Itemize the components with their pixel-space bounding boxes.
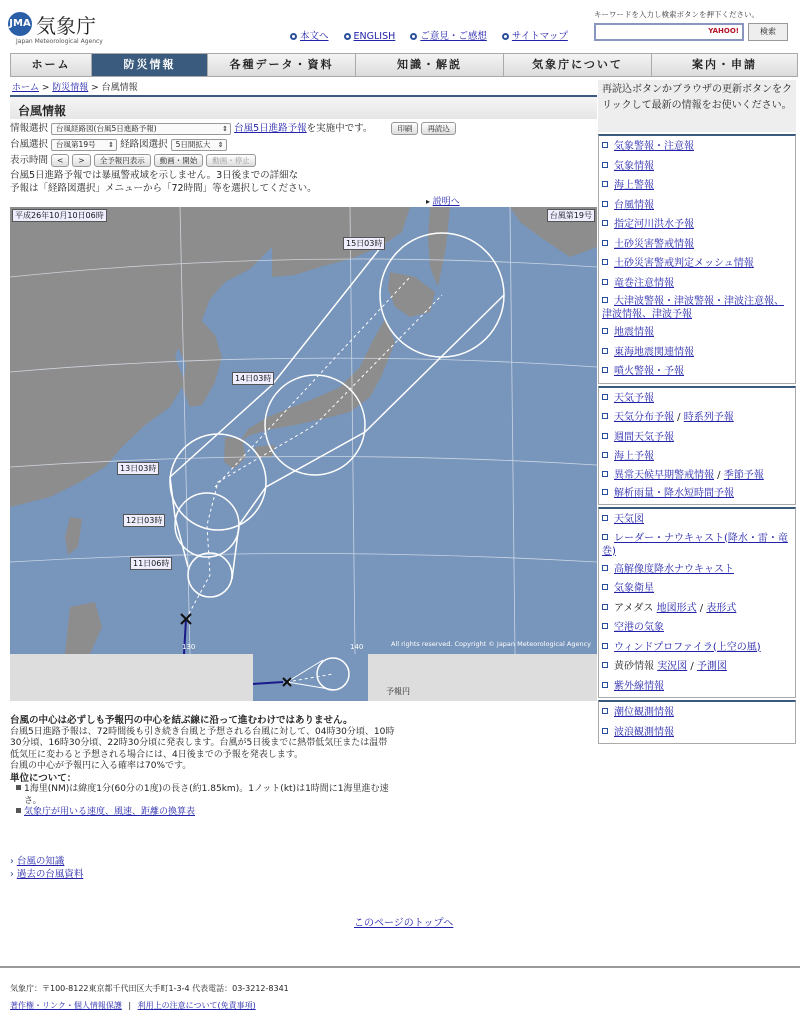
bullet-icon	[344, 33, 351, 40]
sidebar-item[interactable]: 海上予報	[602, 447, 793, 467]
map-landmass-luzon	[65, 602, 102, 654]
sidebar-item[interactable]: 大津波警報・津波警報・津波注意報、津波情報、津波予報	[602, 296, 784, 320]
square-bullet-icon	[602, 604, 608, 610]
yahoo-logo: YAHOO!	[708, 27, 739, 35]
jma-logo[interactable]	[8, 10, 108, 44]
square-bullet-icon	[602, 297, 608, 303]
link-feedback[interactable]: ご意見・ご感想	[410, 28, 487, 42]
square-bullet-icon	[602, 534, 608, 540]
map-landmass-sakhalin	[428, 207, 450, 287]
print-button[interactable]: 印刷	[391, 122, 418, 135]
link-skip-to-content[interactable]: 本文へ	[290, 28, 329, 42]
bullet-icon	[290, 33, 297, 40]
square-bullet-icon	[602, 515, 608, 521]
map-landmass-hokkaido	[388, 272, 435, 317]
sidebar-item[interactable]: 竜巻注意情報	[602, 274, 793, 294]
time-control-row: 表示時間 < > 全予報円表示 動画・開始 動画・停止	[10, 152, 597, 167]
breadcrumb-section[interactable]: 防災情報	[52, 83, 89, 93]
legend-forecast-circle	[317, 658, 349, 690]
map-label-14d: 14日03時	[232, 372, 274, 385]
map-landmass-russia-far-east	[272, 207, 410, 277]
search-button[interactable]: 検索	[748, 23, 788, 41]
sidebar-item[interactable]: 気象衛星	[602, 579, 793, 599]
search-input[interactable]	[594, 23, 744, 41]
square-bullet-icon	[602, 584, 608, 590]
footer-address: 気象庁：〒100-8122東京都千代田区大手町1-3-4 代表電話：03-3212-8341	[10, 984, 289, 993]
square-bullet-icon	[602, 259, 608, 265]
sidebar-item[interactable]: 地震情報	[602, 323, 793, 343]
footer: 気象庁：〒100-8122東京都千代田区大手町1-3-4 代表電話：03-3212-8341 著作権・リンク・個人情報保護 | 利用上の注意について(免責事項)	[10, 980, 289, 1014]
square-bullet-icon	[602, 489, 608, 495]
sidebar-item: アメダス 地図形式 / 表形式	[602, 599, 793, 619]
main-content	[10, 95, 597, 880]
sidebar-item[interactable]: 土砂災害警戒判定メッシュ情報	[602, 254, 793, 274]
sidebar-item[interactable]: 波浪観測情報	[602, 723, 793, 743]
past-typhoon-data-link[interactable]: › 過去の台風資料	[10, 869, 84, 880]
sidebar-item[interactable]: 潮位観測情報	[602, 703, 793, 723]
map-graphic	[10, 207, 597, 654]
copyright-link[interactable]: 著作権・リンク・個人情報保護	[10, 1001, 122, 1010]
square-bullet-icon	[602, 201, 608, 207]
square-bullet-icon	[602, 708, 608, 714]
nav-knowledge[interactable]: 知識・解説	[356, 53, 504, 77]
square-bullet-icon	[602, 367, 608, 373]
arrow-icon: ›	[10, 856, 14, 867]
legend-past-track	[253, 682, 283, 684]
breadcrumb: ホーム > 防災情報 > 台風情報	[12, 83, 138, 93]
next-time-button[interactable]: >	[72, 154, 90, 167]
square-bullet-icon	[602, 565, 608, 571]
square-bullet-icon	[16, 785, 21, 790]
legend-thumbnail	[253, 654, 368, 701]
square-bullet-icon	[602, 471, 608, 477]
square-bullet-icon	[602, 728, 608, 734]
forecast-notice: 台風5日進路予報では暴風警戒域を示しません。3日後までの詳細な 予報は「経路図選択」メニューから「72時間」等を選択してください。	[10, 170, 317, 194]
typhoon-select-row: 台風選択 台風第19号 ⇕ 経路図選択 5日間拡大 ⇕	[10, 136, 597, 151]
square-bullet-icon	[602, 682, 608, 688]
sidebar-item[interactable]: 台風情報	[602, 196, 793, 216]
sidebar-item[interactable]: 気象情報	[602, 157, 793, 177]
map-grid-line	[510, 207, 515, 654]
square-bullet-icon	[602, 220, 608, 226]
jma-emblem-icon: JMA	[8, 12, 32, 36]
disclaimer-link[interactable]: 利用上の注意について(免責事項)	[137, 1001, 256, 1010]
sidebar-item[interactable]: 海上警報	[602, 176, 793, 196]
nav-about[interactable]: 気象庁について	[504, 53, 652, 77]
link-english[interactable]: ENGLISH	[344, 31, 396, 42]
five-day-forecast-link[interactable]: 台風5日進路予報	[234, 123, 307, 134]
sidebar-item: 黄砂情報 実況図 / 予測図	[602, 657, 793, 677]
square-bullet-icon	[602, 162, 608, 168]
map-landmass-korea	[175, 319, 222, 407]
sidebar-group-warnings	[598, 134, 796, 384]
square-bullet-icon	[602, 181, 608, 187]
forecast-track	[186, 277, 442, 619]
global-nav	[10, 53, 800, 77]
square-bullet-icon	[602, 348, 608, 354]
nav-guide[interactable]: 案内・申請	[652, 53, 798, 77]
header	[0, 0, 800, 50]
animation-start-button[interactable]: 動画・開始	[154, 154, 204, 167]
sidebar-item[interactable]: 解析雨量・降水短時間予報	[602, 484, 793, 504]
square-bullet-icon	[602, 279, 608, 285]
legend-strip	[10, 654, 597, 701]
square-bullet-icon	[602, 643, 608, 649]
top-links	[290, 28, 580, 42]
bullet-icon	[410, 33, 417, 40]
search-area	[594, 9, 794, 36]
map-label-12d: 12日03時	[123, 514, 165, 527]
reload-button[interactable]: 再読込	[421, 122, 456, 135]
animation-stop-button[interactable]: 動画・停止	[206, 154, 256, 167]
sidebar-item[interactable]: 空港の気象	[602, 618, 793, 638]
square-bullet-icon	[602, 240, 608, 246]
sidebar-item[interactable]: 土砂災害警戒情報	[602, 235, 793, 255]
square-bullet-icon	[16, 808, 21, 813]
search-hint: キーワードを入力し検索ボタンを押下ください。	[594, 10, 759, 19]
square-bullet-icon	[602, 328, 608, 334]
legend-label: 予報円	[386, 687, 410, 696]
notes-headline: 台風の中心は必ずしも予報円の中心を結ぶ線に沿って進むわけではありません。	[10, 715, 353, 726]
map-label-13d: 13日03時	[117, 462, 159, 475]
page-top-link[interactable]: このページのトップへ	[354, 918, 454, 929]
breadcrumb-home[interactable]: ホーム	[12, 83, 40, 93]
nav-disaster-info[interactable]: 防災情報	[92, 53, 208, 77]
sidebar-item: 異常天候早期警戒情報 / 季節予報	[602, 467, 793, 484]
sidebar-group-marine	[598, 700, 796, 744]
show-all-circles-button[interactable]: 全予報円表示	[94, 154, 151, 167]
square-bullet-icon	[602, 433, 608, 439]
sidebar-group-observations	[598, 507, 796, 698]
square-bullet-icon	[602, 662, 608, 668]
map-label-11d: 11日06時	[130, 557, 172, 570]
square-bullet-icon	[602, 623, 608, 629]
sidebar-item[interactable]: 高解像度降水ナウキャスト	[602, 560, 793, 580]
legend-forecast-envelope	[287, 660, 335, 690]
sidebar-item[interactable]: 紫外線情報	[602, 677, 793, 697]
logo-subtext: Japan Meteorological Agency	[16, 38, 103, 45]
page-title: 台風情報	[10, 95, 597, 119]
bullet-icon	[502, 33, 509, 40]
sidebar-item[interactable]: レーダー・ナウキャスト(降水・雷・竜巻)	[602, 532, 788, 557]
info-select[interactable]: 台風経路図(台風5日進路予報) ⇕	[51, 123, 231, 135]
legend-graphic	[253, 654, 368, 701]
sidebar-item[interactable]: 天気図	[602, 510, 793, 530]
map-select[interactable]: 5日間拡大 ⇕	[171, 139, 227, 151]
map-typhoon-label: 台風第19号	[547, 209, 595, 222]
map-grid-line	[10, 554, 597, 563]
units-title: 単位について：	[10, 772, 77, 784]
explanation-link[interactable]: ▸ 説明へ	[426, 197, 460, 207]
sidebar-item[interactable]: 天気予報	[602, 389, 793, 409]
typhoon-select[interactable]: 台風第19号 ⇕	[51, 139, 117, 151]
sidebar-group-forecasts	[598, 386, 796, 506]
map-time-label: 平成26年10月10日06時	[12, 209, 107, 222]
notes: 台風の中心は必ずしも予報円の中心を結ぶ線に沿って進むわけではありません。 台風5日進路予報は、72時間後も引き続き台風と予想される台風に対して、04時30分頃、10時 30分頃、16時30分頃、22時30分頃に発表します。台風が5日後までに熱帯低気圧または温帯 低気圧に変わると予想される場合には、4日後までの予報を発表します。 台風の中心が予報円に入る確率は70%です。 単位について： 1海里(NM)は緯度1分(60分の1度)の長さ(約1.85km)。1ノット(kt)は1時間に1海里進む速 さ。 気象庁が用いる速度、風速、距離の換算表	[10, 715, 597, 819]
footer-divider	[0, 966, 800, 968]
nav-data[interactable]: 各種データ・資料	[208, 53, 356, 77]
typhoon-knowledge-link[interactable]: › 台風の知識	[10, 856, 65, 867]
sidebar-item[interactable]: 気象警報・注意報	[602, 137, 793, 157]
typhoon-track-map[interactable]	[10, 207, 597, 654]
map-longitude-140: 140	[350, 643, 364, 651]
map-label-15d: 15日03時	[343, 237, 385, 250]
arrow-icon: ›	[10, 869, 14, 880]
square-bullet-icon	[602, 394, 608, 400]
map-landmass-taiwan	[65, 517, 82, 555]
prev-time-button[interactable]: <	[51, 154, 69, 167]
logo-text: 気象庁	[36, 14, 96, 38]
sidebar-item[interactable]: 噴火警報・予報	[602, 362, 793, 382]
square-bullet-icon	[602, 452, 608, 458]
link-sitemap[interactable]: サイトマップ	[502, 28, 568, 42]
square-bullet-icon	[602, 142, 608, 148]
sidebar-item[interactable]: 週間天気予報	[602, 428, 793, 448]
map-copyright: All rights reserved. Copyright © Japan Meteorological Agency	[390, 640, 591, 648]
sidebar-item[interactable]: ウィンドプロファイラ(上空の風)	[602, 638, 793, 658]
unit-conversion-link[interactable]: 気象庁が用いる速度、風速、距離の換算表	[24, 807, 196, 817]
sidebar-message: 再読込ボタンかブラウザの更新ボタンをクリックして最新の情報をお使いください。	[598, 80, 796, 132]
info-select-row: 情報選択 台風経路図(台風5日進路予報) ⇕ 台風5日進路予報を実施中です。 印刷 再読込	[10, 120, 597, 135]
sidebar-item[interactable]: 指定河川洪水予報	[602, 215, 793, 235]
map-longitude-130: 130	[182, 643, 196, 651]
sidebar-item[interactable]: 東海地震関連情報	[602, 343, 793, 363]
forecast-circle-12d	[175, 493, 239, 557]
related-links	[10, 855, 83, 881]
map-grid-line	[350, 207, 355, 654]
nav-home[interactable]: ホーム	[10, 53, 92, 77]
sidebar	[598, 80, 796, 744]
breadcrumb-current: 台風情報	[101, 83, 138, 93]
sidebar-item: 天気分布予報 / 時系列予報	[602, 408, 793, 428]
square-bullet-icon	[602, 413, 608, 419]
